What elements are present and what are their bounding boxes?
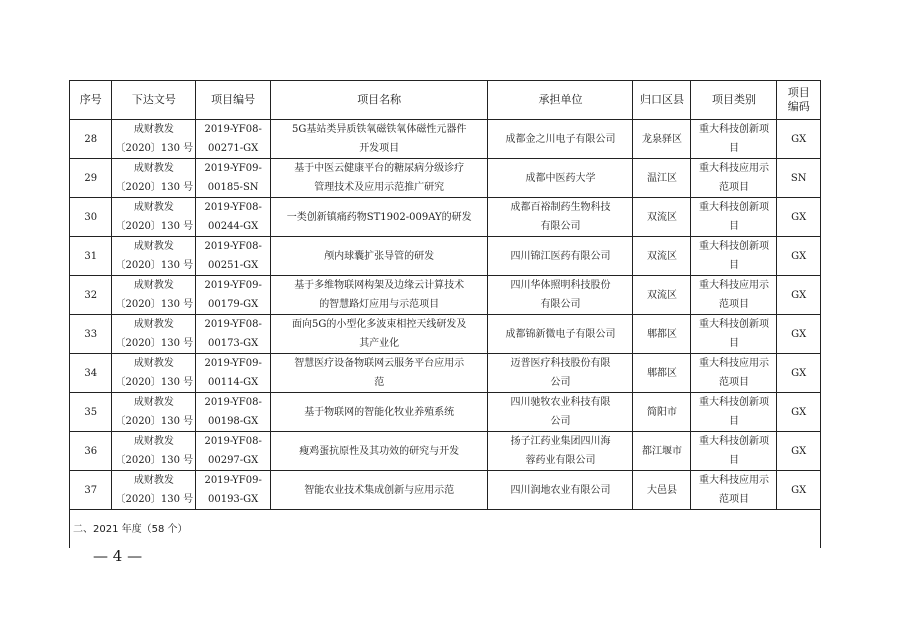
category-cell-line: 示范项目 [718, 358, 769, 388]
doc-number-cell-line: 成财教发 [133, 163, 174, 174]
header-category: 项目类别 [691, 81, 777, 120]
header-unit: 承担单位 [488, 81, 633, 120]
doc-number-cell [112, 315, 196, 354]
code-cell: GX [777, 276, 821, 315]
project-name-cell [270, 120, 488, 159]
project-code-cell [196, 393, 271, 432]
table-row [70, 276, 821, 315]
doc-number-cell-line: 成财教发 [133, 241, 174, 252]
unit-cell-line: 迈普医疗科技股份有限 [510, 358, 611, 369]
project-code-cell [196, 120, 271, 159]
category-cell-line: 重大科技应用 [698, 280, 759, 291]
table-header-row [70, 81, 821, 120]
unit-cell-line: 成都中医药大学 [525, 172, 596, 184]
unit-cell-line: 四川润地农业有限公司 [510, 484, 611, 496]
code-cell: GX [777, 432, 821, 471]
project-name-cell-line: 基于多维物联网构架及边缘云计算技术 [294, 280, 465, 291]
project-code-cell-line: 2019-YF09- [204, 280, 262, 291]
district-cell: 大邑县 [633, 471, 691, 510]
unit-cell [488, 198, 633, 237]
doc-number-cell-line: 〔2020〕130 号 [115, 260, 194, 271]
project-name-cell [270, 432, 488, 471]
category-cell-line: 项目 [728, 241, 769, 271]
header-project-name: 项目名称 [270, 81, 488, 120]
unit-cell [488, 237, 633, 276]
district-cell: 双流区 [633, 276, 691, 315]
category-cell-line: 项目 [728, 397, 769, 427]
table-row [70, 237, 821, 276]
project-name-cell-line: 颅内球囊扩张导管的研发 [324, 250, 435, 262]
project-name-cell-line: 5G基站类异质铁氧磁铁氧体磁性元器件 [292, 124, 467, 135]
unit-cell [488, 354, 633, 393]
project-code-cell-line: 2019-YF08- [204, 397, 262, 408]
project-code-cell [196, 198, 271, 237]
category-cell-line: 重大科技应用 [698, 163, 759, 174]
table-row [70, 159, 821, 198]
doc-number-cell [112, 120, 196, 159]
district-cell: 温江区 [633, 159, 691, 198]
header-seq: 序号 [70, 81, 112, 120]
category-cell-line: 项目 [728, 202, 769, 232]
page-number: — 4 — [93, 547, 143, 565]
table-row [70, 120, 821, 159]
category-cell-line: 重大科技创新 [698, 397, 759, 408]
doc-number-cell-line: 成财教发 [133, 436, 174, 447]
seq-cell: 30 [70, 198, 112, 237]
doc-number-cell [112, 354, 196, 393]
project-name-cell-line: 的智慧路灯应用与示范项目 [319, 299, 440, 310]
unit-cell [488, 432, 633, 471]
category-cell-line: 重大科技应用 [698, 475, 759, 486]
doc-number-cell-line: 〔2020〕130 号 [115, 377, 194, 388]
seq-cell: 36 [70, 432, 112, 471]
category-cell-line: 重大科技创新 [698, 202, 759, 213]
category-cell [691, 315, 777, 354]
project-name-cell-line: 基于物联网的智能化牧业养殖系统 [304, 406, 455, 418]
seq-cell: 34 [70, 354, 112, 393]
table-row [70, 471, 821, 510]
project-code-cell [196, 354, 271, 393]
doc-number-cell-line: 成财教发 [133, 475, 174, 486]
seq-cell: 33 [70, 315, 112, 354]
unit-cell [488, 315, 633, 354]
project-name-cell [270, 276, 488, 315]
category-cell [691, 471, 777, 510]
district-cell: 简阳市 [633, 393, 691, 432]
code-cell: GX [777, 120, 821, 159]
category-cell [691, 159, 777, 198]
project-code-cell-line: 2019-YF08- [204, 436, 262, 447]
unit-cell-line: 四川锦江医药有限公司 [510, 250, 611, 262]
unit-cell [488, 120, 633, 159]
project-code-cell-line: 00185-SN [207, 182, 259, 193]
project-code-cell [196, 432, 271, 471]
project-name-cell [270, 198, 488, 237]
category-cell [691, 276, 777, 315]
project-table [69, 80, 821, 548]
doc-number-cell-line: 成财教发 [133, 124, 174, 135]
header-code: 项目 编码 [777, 81, 821, 120]
project-code-cell-line: 00297-GX [207, 455, 259, 466]
project-code-cell [196, 315, 271, 354]
category-cell-line: 示范项目 [718, 163, 769, 193]
unit-cell [488, 393, 633, 432]
category-cell-line: 示范项目 [718, 280, 769, 310]
code-cell: GX [777, 393, 821, 432]
unit-cell-line: 成都百裕制药生物科技 [510, 202, 611, 213]
project-code-cell-line: 00271-GX [207, 143, 259, 154]
project-code-cell-line: 2019-YF09- [204, 475, 262, 486]
project-code-cell [196, 471, 271, 510]
doc-number-cell-line: 〔2020〕130 号 [115, 182, 194, 193]
project-name-cell [270, 354, 488, 393]
project-code-cell-line: 2019-YF08- [204, 202, 262, 213]
category-cell-line: 项目 [728, 319, 769, 349]
project-name-cell-line: 面向5G的小型化多波束相控天线研发及 [292, 319, 467, 330]
unit-cell-line: 有限公司 [540, 221, 581, 232]
district-cell: 郫都区 [633, 354, 691, 393]
project-name-cell [270, 315, 488, 354]
project-name-cell-line: 智慧医疗设备物联网云服务平台应用示 [294, 358, 465, 369]
category-cell [691, 432, 777, 471]
table-row [70, 354, 821, 393]
category-cell-line: 重大科技创新 [698, 241, 759, 252]
seq-cell: 32 [70, 276, 112, 315]
unit-cell-line: 成都金之川电子有限公司 [505, 133, 616, 145]
table-row [70, 198, 821, 237]
doc-number-cell-line: 成财教发 [133, 358, 174, 369]
project-code-cell [196, 159, 271, 198]
project-name-cell [270, 159, 488, 198]
table-row [70, 315, 821, 354]
section-heading-row [70, 510, 821, 549]
table-row [70, 393, 821, 432]
doc-number-cell [112, 276, 196, 315]
project-name-cell [270, 393, 488, 432]
category-cell-line: 示范项目 [718, 475, 769, 505]
doc-number-cell-line: 〔2020〕130 号 [115, 143, 194, 154]
header-doc-number: 下达文号 [112, 81, 196, 120]
doc-number-cell [112, 159, 196, 198]
doc-number-cell-line: 〔2020〕130 号 [115, 455, 194, 466]
project-name-cell [270, 237, 488, 276]
project-name-cell [270, 471, 488, 510]
district-cell: 郫都区 [633, 315, 691, 354]
header-district: 归口区县 [633, 81, 691, 120]
unit-cell-line: 有限公司 [540, 299, 581, 310]
doc-number-cell-line: 〔2020〕130 号 [115, 299, 194, 310]
project-name-cell-line: 管理技术及应用示范推广研究 [314, 182, 445, 193]
project-name-cell-line: 开发项目 [359, 143, 400, 154]
category-cell-line: 重大科技创新 [698, 436, 759, 447]
code-cell: GX [777, 471, 821, 510]
table-row [70, 432, 821, 471]
doc-number-cell [112, 432, 196, 471]
seq-cell: 28 [70, 120, 112, 159]
project-code-cell-line: 00193-GX [207, 494, 259, 505]
header-project-code: 项目编号 [196, 81, 271, 120]
doc-number-cell-line: 成财教发 [133, 202, 174, 213]
seq-cell: 37 [70, 471, 112, 510]
district-cell: 双流区 [633, 198, 691, 237]
doc-number-cell [112, 198, 196, 237]
unit-cell-line: 公司 [550, 377, 571, 388]
category-cell [691, 354, 777, 393]
code-cell: GX [777, 315, 821, 354]
project-code-cell-line: 00173-GX [207, 338, 259, 349]
table-body [70, 120, 821, 549]
doc-number-cell [112, 471, 196, 510]
doc-number-cell-line: 〔2020〕130 号 [115, 221, 194, 232]
seq-cell: 35 [70, 393, 112, 432]
code-cell: GX [777, 354, 821, 393]
project-code-cell [196, 276, 271, 315]
doc-number-cell-line: 成财教发 [133, 319, 174, 330]
project-code-cell [196, 237, 271, 276]
project-code-cell-line: 00179-GX [207, 299, 259, 310]
project-name-cell-line: 范 [374, 377, 385, 388]
section-heading: 二、2021 年度（58 个） [70, 510, 821, 549]
project-code-cell-line: 00244-GX [207, 221, 259, 232]
seq-cell: 31 [70, 237, 112, 276]
category-cell [691, 198, 777, 237]
doc-number-cell [112, 393, 196, 432]
category-cell [691, 237, 777, 276]
project-name-cell-line: 瘦鸡蛋抗原性及其功效的研究与开发 [299, 445, 460, 457]
seq-cell: 29 [70, 159, 112, 198]
project-code-cell-line: 2019-YF09- [204, 163, 262, 174]
project-name-cell-line: 智能农业技术集成创新与应用示范 [304, 484, 455, 496]
project-name-cell-line: 一类创新镇痛药物ST1902-009AY的研发 [286, 211, 472, 223]
district-cell: 都江堰市 [633, 432, 691, 471]
unit-cell-line: 成都锦新微电子有限公司 [505, 328, 616, 340]
district-cell: 龙泉驿区 [633, 120, 691, 159]
category-cell [691, 393, 777, 432]
project-code-cell-line: 00198-GX [207, 416, 259, 427]
category-cell-line: 项目 [728, 124, 769, 154]
unit-cell-line: 四川华体照明科技股份 [510, 280, 611, 291]
doc-number-cell-line: 成财教发 [133, 397, 174, 408]
project-name-cell-line: 其产业化 [359, 338, 400, 349]
code-cell: GX [777, 198, 821, 237]
project-code-cell-line: 00251-GX [207, 260, 259, 271]
doc-number-cell-line: 〔2020〕130 号 [115, 338, 194, 349]
project-code-cell-line: 2019-YF09- [204, 358, 262, 369]
project-code-cell-line: 2019-YF08- [204, 319, 262, 330]
project-code-cell-line: 2019-YF08- [204, 124, 262, 135]
doc-number-cell-line: 〔2020〕130 号 [115, 494, 194, 505]
category-cell-line: 重大科技创新 [698, 124, 759, 135]
code-cell: GX [777, 237, 821, 276]
unit-cell [488, 471, 633, 510]
unit-cell [488, 159, 633, 198]
category-cell-line: 重大科技创新 [698, 319, 759, 330]
unit-cell [488, 276, 633, 315]
doc-number-cell-line: 成财教发 [133, 280, 174, 291]
unit-cell-line: 扬子江药业集团四川海 [510, 436, 611, 447]
unit-cell-line: 蓉药业有限公司 [525, 455, 596, 466]
code-cell: SN [777, 159, 821, 198]
doc-number-cell-line: 〔2020〕130 号 [115, 416, 194, 427]
district-cell: 双流区 [633, 237, 691, 276]
project-name-cell-line: 基于中医云健康平台的糖尿病分级诊疗 [294, 163, 465, 174]
category-cell-line: 项目 [728, 436, 769, 466]
doc-number-cell [112, 237, 196, 276]
category-cell-line: 重大科技应用 [698, 358, 759, 369]
project-code-cell-line: 00114-GX [207, 377, 259, 388]
category-cell [691, 120, 777, 159]
unit-cell-line: 公司 [550, 416, 571, 427]
unit-cell-line: 四川驰牧农业科技有限 [510, 397, 611, 408]
project-code-cell-line: 2019-YF08- [204, 241, 262, 252]
